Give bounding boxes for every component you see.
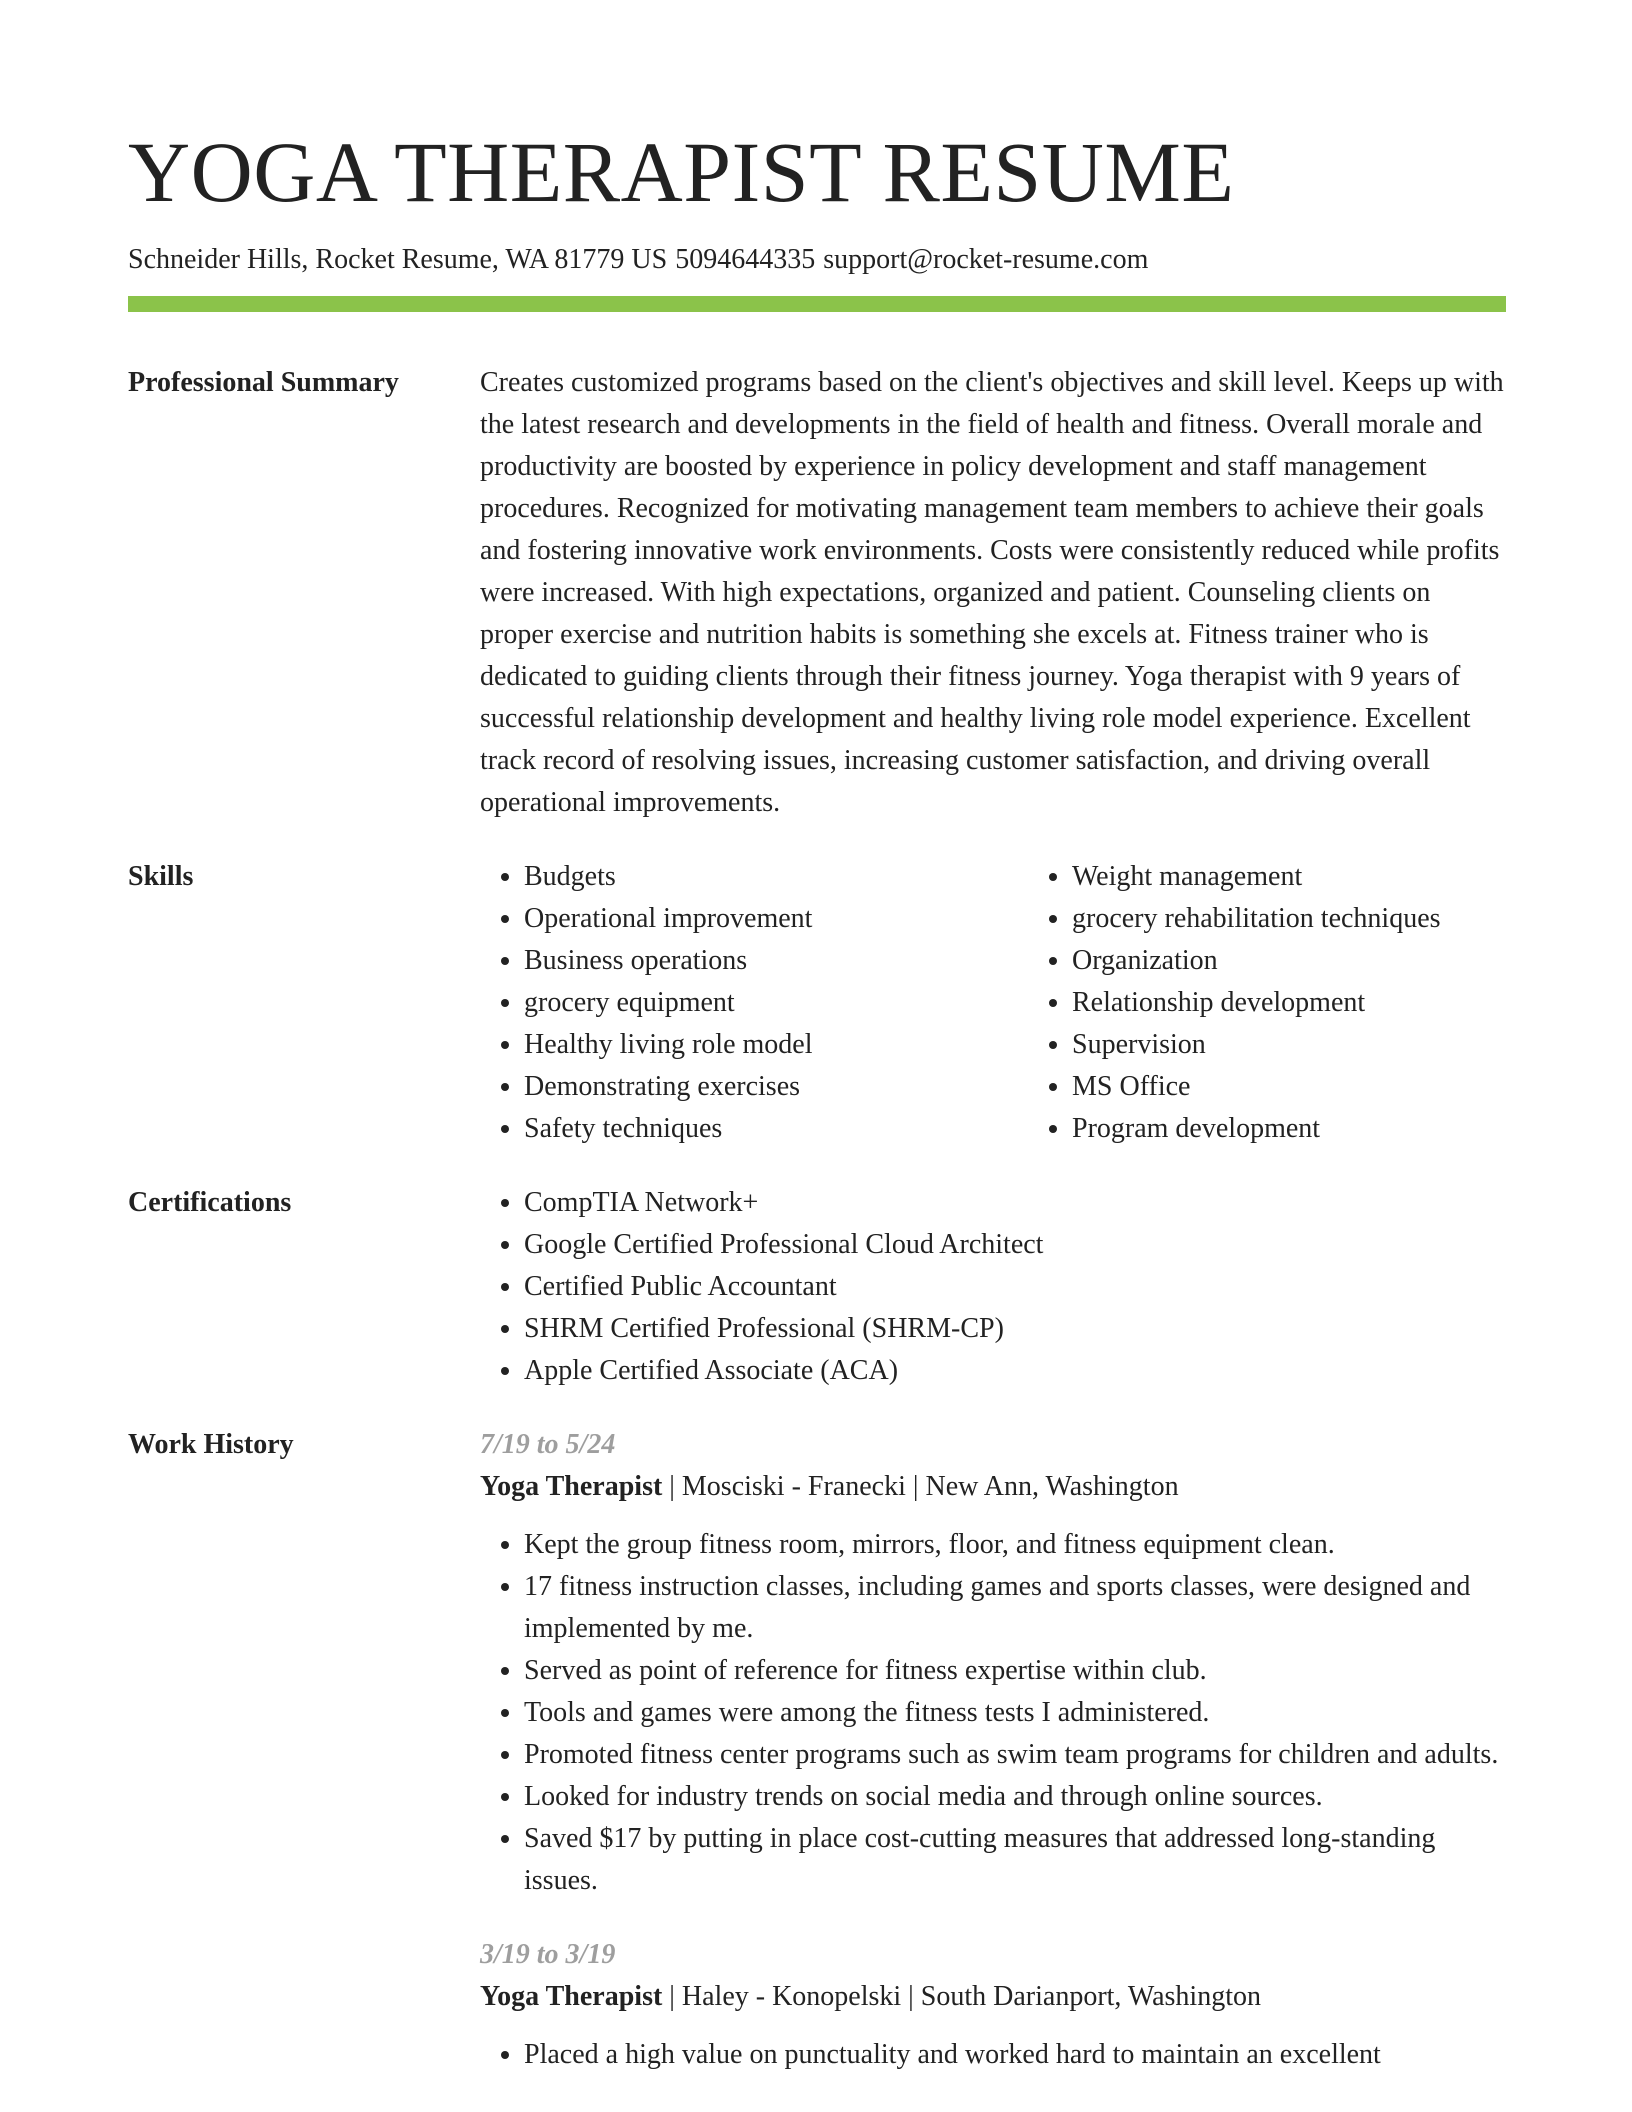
skills-columns <box>480 856 1576 1150</box>
skill-item: • MS Office <box>1072 1066 1576 1108</box>
job-title: Yoga Therapist <box>480 1981 663 2012</box>
skills-heading: Skills <box>128 861 194 892</box>
job-dates: 7/19 to 5/24 <box>480 1429 616 1460</box>
job-entry <box>480 1934 1506 2076</box>
certifications-body <box>480 1182 1506 1392</box>
job-dates: 3/19 to 3/19 <box>480 1939 616 1970</box>
job-title: Yoga Therapist <box>480 1471 663 1502</box>
certifications-section <box>128 1182 1506 1392</box>
certifications-heading: Certifications <box>128 1187 292 1218</box>
job-duty: • Placed a high value on punctuality and worked hard to maintain an excellent <box>524 2034 1506 2076</box>
job-employer-location: | Haley - Konopelski | South Darianport, Washington <box>662 1981 1261 2012</box>
skill-item: • Relationship development <box>1072 982 1576 1024</box>
contact-email[interactable]: support@rocket-resume.com <box>823 244 1149 275</box>
work-history-section <box>128 1424 1506 2076</box>
work-history-body <box>480 1424 1506 2076</box>
skill-item: • Weight management <box>1072 856 1576 898</box>
skills-list-right <box>1028 856 1576 1150</box>
job-duty: • Tools and games were among the fitness tests I administered. <box>524 1692 1506 1734</box>
job-duties-list <box>480 1524 1506 1902</box>
job-duty: • Served as point of reference for fitness expertise within club. <box>524 1650 1506 1692</box>
summary-heading: Professional Summary <box>128 367 399 398</box>
skill-item: • Program development <box>1072 1108 1576 1150</box>
job-duty: • Saved $17 by putting in place cost-cutting measures that addressed long-standing issues. <box>524 1818 1506 1902</box>
skills-list-left <box>480 856 1028 1150</box>
skill-item: • Safety techniques <box>524 1108 1028 1150</box>
certification-item: • SHRM Certified Professional (SHRM-CP) <box>524 1308 1506 1350</box>
header-divider <box>128 296 1506 312</box>
certification-item: • CompTIA Network+ <box>524 1182 1506 1224</box>
job-heading <box>480 1976 1506 2018</box>
contact-address: Schneider Hills, Rocket Resume, WA 81779 US <box>128 244 668 275</box>
skill-item: • Operational improvement <box>524 898 1028 940</box>
certification-item: • Google Certified Professional Cloud Architect <box>524 1224 1506 1266</box>
skill-item: • Budgets <box>524 856 1028 898</box>
contact-phone: 5094644335 <box>675 244 816 275</box>
skill-item: • Healthy living role model <box>524 1024 1028 1066</box>
job-employer-location: | Mosciski - Franecki | New Ann, Washington <box>662 1471 1179 1502</box>
contact-line <box>128 242 1506 278</box>
skills-section <box>128 856 1506 1150</box>
certification-item: • Certified Public Accountant <box>524 1266 1506 1308</box>
summary-text: Creates customized programs based on the client's objectives and skill level. Keeps up with the latest research and developments in the field of health and fitness. Overall morale and productivity are boosted by experience in policy development and staff management procedures. Recognized for motivating management team members to achieve their goals and fostering innovative work environments. Costs were consistently reduced while profits were increased. With high expectations, organized and patient. Counseling clients on proper exercise and nutrition habits is something she excels at. Fitness trainer who is dedicated to guiding clients through their fitness journey. Yoga therapist with 9 years of successful relationship development and healthy living role model experience. Excellent track record of resolving issues, increasing customer satisfaction, and driving overall operational improvements. <box>480 367 1504 818</box>
job-duty: • Kept the group fitness room, mirrors, floor, and fitness equipment clean. <box>524 1524 1506 1566</box>
job-duty: • Promoted fitness center programs such as swim team programs for children and adults. <box>524 1734 1506 1776</box>
work-history-heading: Work History <box>128 1429 294 1460</box>
skill-item: • Demonstrating exercises <box>524 1066 1028 1108</box>
job-heading <box>480 1466 1506 1508</box>
certifications-list <box>480 1182 1506 1392</box>
skill-item: • grocery equipment <box>524 982 1028 1024</box>
resume-page <box>128 0 1506 2076</box>
job-duty: • 17 fitness instruction classes, including games and sports classes, were designed and implemented by me. <box>524 1566 1506 1650</box>
summary-section <box>128 362 1506 824</box>
skill-item: • grocery rehabilitation techniques <box>1072 898 1576 940</box>
job-entry <box>480 1424 1506 1902</box>
job-duty: • Looked for industry trends on social media and through online sources. <box>524 1776 1506 1818</box>
job-duties-list <box>480 2034 1506 2076</box>
skill-item: • Organization <box>1072 940 1576 982</box>
skill-item: • Supervision <box>1072 1024 1576 1066</box>
certification-item: • Apple Certified Associate (ACA) <box>524 1350 1506 1392</box>
resume-title: YOGA THERAPIST RESUME <box>128 124 1235 220</box>
skill-item: • Business operations <box>524 940 1028 982</box>
